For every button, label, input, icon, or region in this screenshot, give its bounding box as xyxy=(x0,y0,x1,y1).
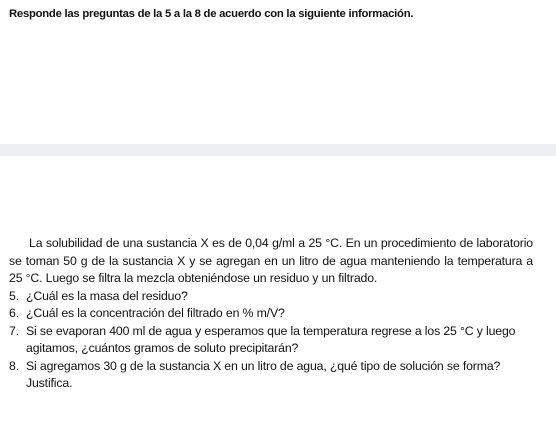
question-number: 5. xyxy=(9,288,19,303)
question-text: Si agregamos 30 g de la sustancia X en un litro de agua, ¿qué tipo de solución se forma? Justifica. xyxy=(26,358,501,390)
question-item xyxy=(9,358,533,393)
section-divider xyxy=(0,144,556,156)
problem-body xyxy=(9,235,533,393)
question-item xyxy=(9,288,533,306)
question-text: ¿Cuál es la masa del residuo? xyxy=(26,288,188,303)
instruction-heading: Responde las preguntas de la 5 a la 8 de acuerdo con la siguiente información. xyxy=(9,8,414,20)
problem-statement: La solubilidad de una sustancia X es de 0,04 g/ml a 25 °C. En un procedimiento de laboratorio se toman 50 g de la sustancia X y se agregan en un litro de agua manteniendo la temperatura a 25 °C. Luego se filtra la mezcla obteniéndose un residuo y un filtrado. xyxy=(9,236,533,285)
question-number: 7. xyxy=(9,323,19,338)
question-number: 6. xyxy=(9,306,19,320)
question-item xyxy=(9,305,533,323)
question-text: ¿Cuál es la concentración del filtrado en % m/V? xyxy=(26,306,285,320)
question-list xyxy=(9,288,533,393)
question-number: 8. xyxy=(9,358,19,373)
question-item xyxy=(9,323,533,358)
question-text: Si se evaporan 400 ml de agua y esperamos que la temperatura regrese a los 25 °C y luego agitamos, ¿cuántos gramos de soluto precipitarán? xyxy=(26,323,516,355)
